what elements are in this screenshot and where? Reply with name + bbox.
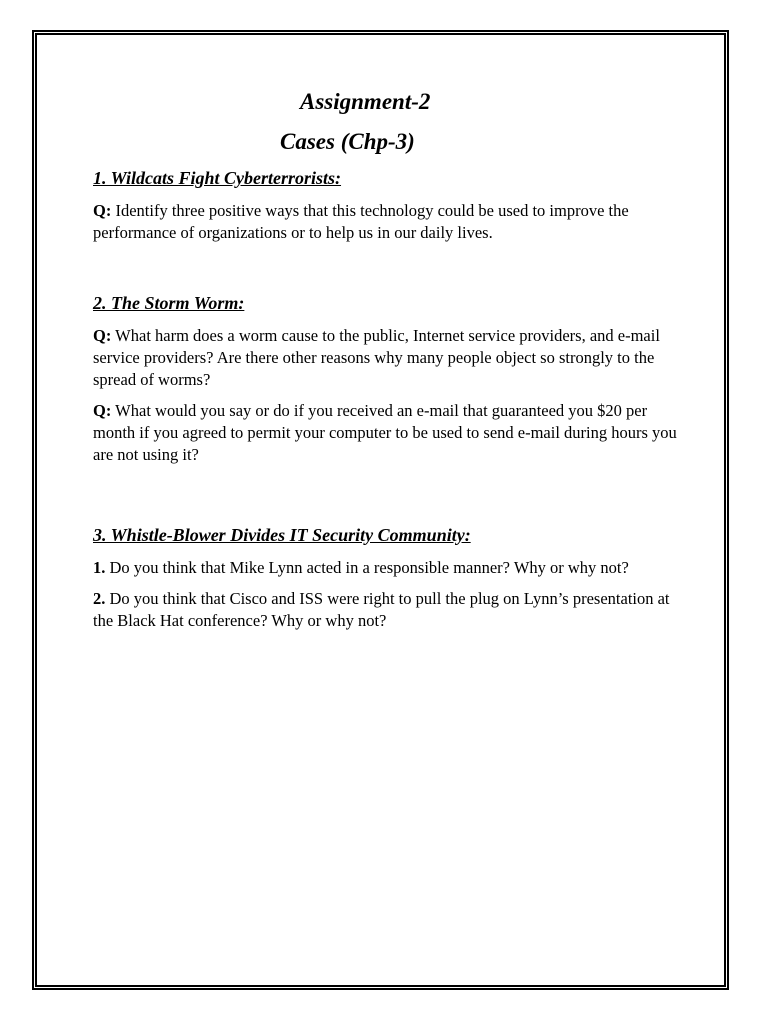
question-item [93, 200, 683, 244]
section-1 [93, 166, 683, 244]
section-2 [93, 291, 683, 466]
document-body [93, 166, 683, 641]
question-text: Do you think that Mike Lynn acted in a responsible manner? Why or why not? [105, 558, 629, 577]
question-item [93, 400, 683, 466]
section-3 [93, 523, 683, 632]
section-heading: 3. Whistle-Blower Divides IT Security Community: [93, 525, 471, 545]
question-item [93, 557, 683, 579]
question-text: What harm does a worm cause to the public, Internet service providers, and e-mail service providers? Are there other reasons why many people object so strongly to the spread of worms? [93, 326, 660, 389]
question-text: What would you say or do if you received an e-mail that guaranteed you $20 per month if you agreed to permit your computer to be used to send e-mail during hours you are not using it? [93, 401, 677, 464]
question-lead: Q: [93, 201, 112, 220]
question-text: Identify three positive ways that this technology could be used to improve the performance of organizations or to help us in our daily lives. [93, 201, 629, 242]
question-text: Do you think that Cisco and ISS were right to pull the plug on Lynn’s presentation at the Black Hat conference? Why or why not? [93, 589, 670, 630]
question-lead: 1. [93, 558, 106, 577]
page-title: Assignment-2 [300, 89, 431, 114]
section-heading: 1. Wildcats Fight Cyberterrorists: [93, 168, 342, 188]
question-item [93, 588, 683, 632]
question-item [93, 325, 683, 391]
question-lead: Q: [93, 326, 112, 345]
section-heading: 2. The Storm Worm: [93, 293, 245, 313]
page-subtitle: Cases (Chp-3) [280, 129, 415, 154]
question-lead: Q: [93, 401, 112, 420]
question-lead: 2. [93, 589, 106, 608]
